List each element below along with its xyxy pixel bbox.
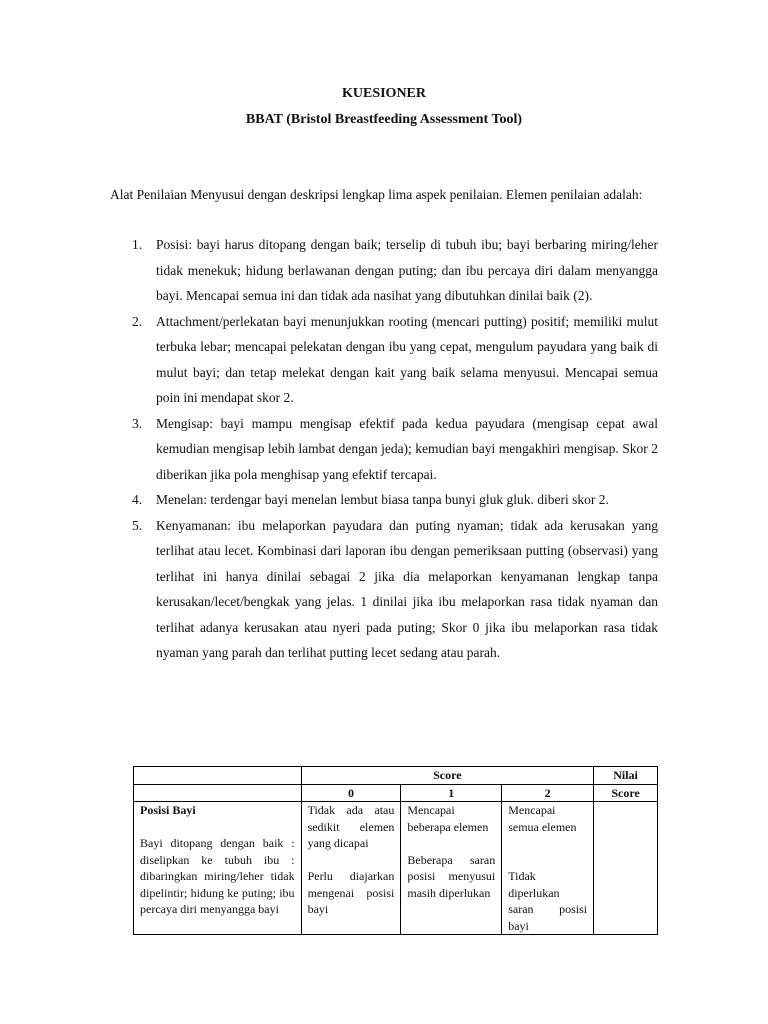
list-item-text: Attachment/perlekatan bayi menunjukkan rooting (mencari putting) positif; memiliki mulut terbuka lebar; mencapai pelekatan dengan ibu yang cepat, mengulum payudara yang baik di mulut bayi; dan tetap melekat dengan kait yang baik selama menyusui. Mencapai semua poin ini mendapat skor 2. — [156, 313, 658, 405]
list-item — [110, 487, 658, 513]
score-1-text-b: Beberapa saran posisi menyusui masih diperlukan — [407, 852, 496, 900]
list-item — [110, 513, 658, 666]
list-item-number: 5. — [132, 517, 143, 533]
list-item-number: 1. — [132, 237, 143, 252]
score-0-text-b: Perlu diajarkan mengenai posisi bayi — [307, 869, 395, 916]
nilai-cell — [594, 802, 658, 935]
score-2-text-a: Mencapai semua elemen — [508, 803, 577, 834]
table-subheader-row — [134, 784, 658, 802]
list-item-text: Kenyamanan: ibu melaporkan payudara dan puting nyaman; tidak ada kerusakan yang terlihat atau lecet. Kombinasi dari laporan ibu dengan pemeriksaan putting (observasi) yang terlihat ini hanya dinilai sebagai 2 jika dia melaporkan kenyamanan lengkap tanpa kerusakan/lecet/bengkak yang jelas. 1 dinilai jika ibu melaporkan rasa tidak nyaman dan terlihat adanya kerusakan atau nyeri pada puting; Skor 0 jika ibu melaporkan rasa tidak nyaman yang parah dan terlihat putting lecet sedang atau parah. — [156, 517, 658, 660]
list-item-text: Menelan: terdengar bayi menelan lembut biasa tanpa bunyi gluk gluk. diberi skor 2. — [156, 492, 609, 507]
table-header-col-2: 2 — [502, 784, 594, 802]
intro-paragraph — [110, 182, 658, 208]
table-header-col-0: 0 — [301, 784, 401, 802]
list-item — [110, 309, 658, 411]
document-title: KUESIONER — [341, 86, 427, 101]
table-subheader-empty — [134, 784, 302, 802]
list-item-number: 4. — [132, 492, 143, 507]
criterion-label: Posisi Bayi — [140, 803, 196, 817]
table-header-col-score: Score — [594, 784, 658, 802]
list-item-text: Mengisap: bayi mampu mengisap efektif pada kedua payudara (mengisap cepat awal kemudian mengisap lebih lambat dengan jeda); kemudian bayi mengakhiri mengisap. Skor 2 diberikan jika pola menghisap yang efektif tercapai. — [156, 415, 658, 482]
table-header-score: Score — [301, 767, 594, 785]
score-1-cell — [401, 802, 502, 935]
score-1-text-a: Mencapai beberapa elemen — [407, 803, 489, 834]
list-item — [110, 411, 658, 488]
table-header-nilai: Nilai — [594, 767, 658, 785]
criterion-description: Bayi ditopang dengan baik : diselipkan ke tubuh ibu : dibaringkan miring/leher tidak dipelintir; hidung ke puting; ibu percaya diri menyangga bayi — [140, 836, 295, 916]
list-item-number: 3. — [132, 415, 143, 431]
score-2-text-b: Tidak diperlukan saran posisi bayi — [508, 869, 588, 933]
table-header-empty — [134, 767, 302, 785]
list-item-number: 2. — [132, 313, 143, 329]
score-0-text-a: Tidak ada atau sedikit elemen yang dicapai — [307, 803, 395, 850]
table-row — [134, 802, 658, 935]
score-0-cell — [301, 802, 401, 935]
document-subtitle: BBAT (Bristol Breastfeeding Assessment Tool) — [245, 112, 523, 127]
list-item — [110, 232, 658, 309]
row-criterion-cell — [134, 802, 302, 935]
table-header-row — [134, 767, 658, 785]
score-table — [133, 766, 658, 935]
intro-text: Alat Penilaian Menyusui dengan deskripsi lengkap lima aspek penilaian. Elemen penilaian adalah: — [110, 187, 643, 202]
score-2-cell — [502, 802, 594, 935]
assessment-elements-list — [110, 232, 658, 666]
table-header-col-1: 1 — [401, 784, 502, 802]
list-item-text: Posisi: bayi harus ditopang dengan baik; terselip di tubuh ibu; bayi berbaring miring/leher tidak menekuk; hidung berlawanan dengan puting; dan ibu percaya diri dalam menyangga bayi. Mencapai semua ini dan tidak ada nasihat yang dibutuhkan dinilai baik (2). — [156, 237, 658, 303]
